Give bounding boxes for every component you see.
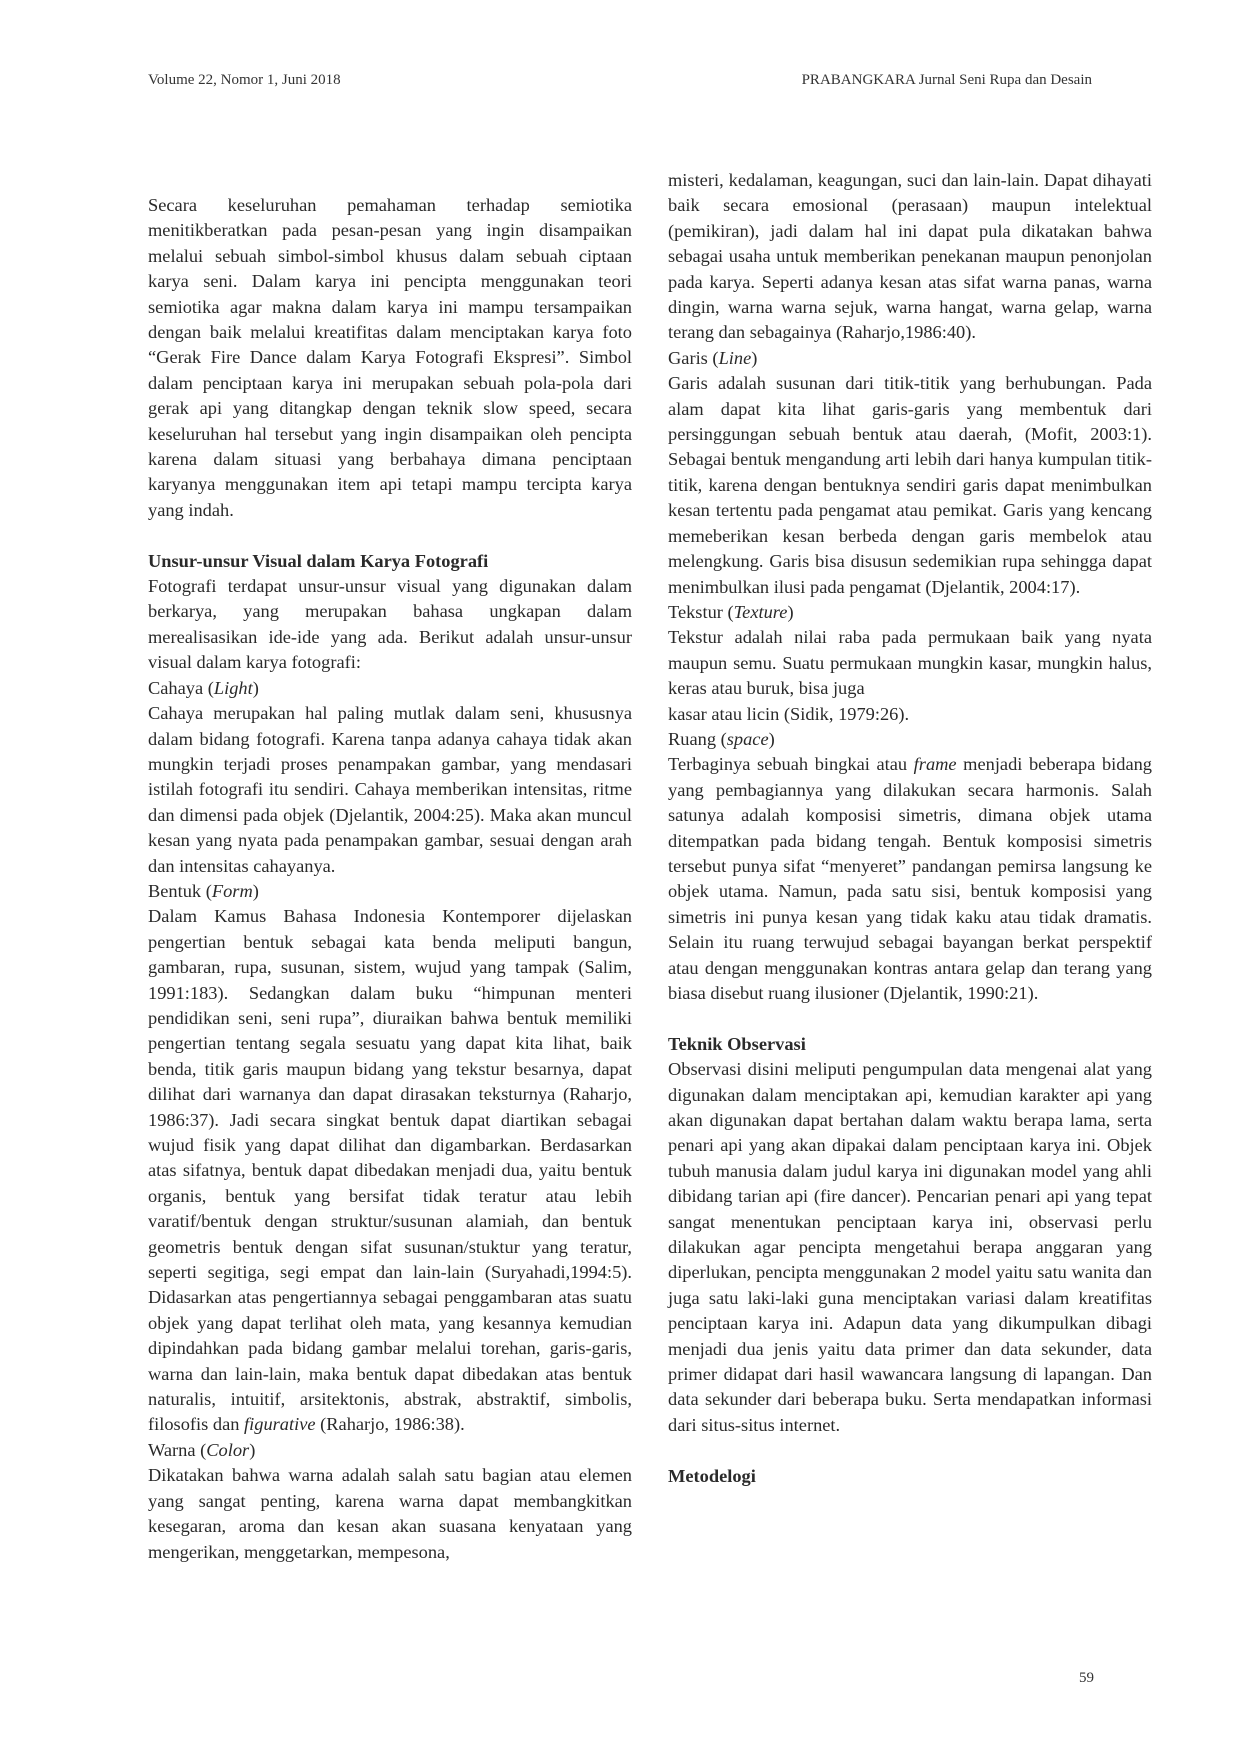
term-frame: frame: [913, 754, 957, 775]
subheading-bentuk: Bentuk (Form): [148, 880, 259, 901]
subheading-cahaya: Cahaya (Light): [148, 677, 259, 698]
paragraph-garis: Garis adalah susunan dari titik-titik yang berhubungan. Pada alam dapat kita lihat garis-garis yang membentuk dari persinggungan sebuah bentuk atau daerah, (Mofit, 2003:1). Sebagai bentuk mengandung arti lebih dari hanya kumpulan titik-titik, karena dengan bentuknya sendiri garis dapat menimbulkan kesan tertentu pada pengamat atau pemikat. Garis yang kencang memeberikan kesan berbeda dengan garis membelok atau melengkung. Garis bisa disusun sedemikian rupa sehingga dapat menimbulkan ilusi pada pengamat (Djelantik, 2004:17).: [668, 373, 1152, 597]
paragraph-tekstur: Tekstur adalah nilai raba pada permukaan baik yang nyata maupun semu. Suatu permukaan mungkin kasar, mungkin halus, keras atau buruk, bisa juga: [668, 627, 1152, 699]
paragraph-gap: [668, 1006, 1152, 1031]
running-header-volume: Volume 22, Nomor 1, Juni 2018: [148, 72, 341, 88]
subheading-ruang: Ruang (space): [668, 728, 775, 749]
paragraph-warna: Dikatakan bahwa warna adalah salah satu bagian atau elemen yang sangat penting, karena warna dapat membangkitkan kesegaran, aroma dan kesan akan suasana kenyataan yang mengerikan, menggetarkan, mempesona,: [148, 1465, 632, 1562]
paragraph-warna-continued: misteri, kedalaman, keagungan, suci dan lain-lain. Dapat dihayati baik secara emosional (perasaan) maupun intelektual (pemikiran), jadi dalam hal ini dapat pula dikatakan bahwa sebagai usaha untuk memberikan penekanan maupun penonjolan pada karya. Seperti adanya kesan atas sifat warna panas, warna dingin, warna warna sejuk, warna hangat, warna gelap, warna terang dan sebagainya (Raharjo,1986:40).: [668, 170, 1152, 343]
term-form: Form: [211, 880, 253, 901]
term-light: Light: [213, 677, 253, 698]
paragraph-bentuk: Dalam Kamus Bahasa Indonesia Kontemporer dijelaskan pengertian bentuk sebagai kata benda meliputi bangun, gambaran, rupa, susunan, sistem, wujud yang tampak (Salim, 1991:183). Sedangkan dalam buku “himpunan menteri pendidikan seni, seni rupa”, diuraikan bahwa bentuk memiliki pengertian tentang segala sesuatu yang dapat kita lihat, baik benda, titik garis maupun bidang yang tekstur besarnya, dapat dilihat dari warnanya dan dapat dirasakan teksturnya (Raharjo, 1986:37). Jadi secara singkat bentuk dapat diartikan sebagai wujud fisik yang dapat dilihat dan digambarkan. Berdasarkan atas sifatnya, bentuk dapat dibedakan menjadi dua, yaitu bentuk organis, bentuk yang bersifat tidak teratur atau lebih varatif/bentuk dengan struktur/susunan alamiah, dan bentuk geometris bentuk dengan sifat susunan/stuktur yang teratur, seperti segitiga, segi empat dan lain-lain (Suryahadi,1994:5). Didasarkan atas pengertiannya sebagai penggambaran atas suatu objek yang dapat terlihat oleh mata, yang kesannya kemudian dipindahkan pada bidang gambar melalui torehan, garis-garis, warna dan lain-lain, maka bentuk dapat dibedakan atas bentuk naturalis, intuitif, arsitektonis, abstrak, abstraktif, simbolis, filosofis dan figurative (Raharjo, 1986:38).: [148, 906, 632, 1435]
paragraph-visual: Fotografi terdapat unsur-unsur visual yang digunakan dalam berkarya, yang merupakan bahasa ungkapan dalam merealisasikan ide-ide yang ada. Berikut adalah unsur-unsur visual dalam karya fotografi:: [148, 576, 632, 673]
paragraph-tekstur-end: kasar atau licin (Sidik, 1979:26).: [668, 703, 910, 724]
term-space: space: [726, 728, 769, 749]
running-header-journal: PRABANGKARA Jurnal Seni Rupa dan Desain: [801, 72, 1092, 88]
term-figurative: figurative: [244, 1414, 316, 1435]
section-heading-metodelogi: Metodelogi: [668, 1465, 756, 1486]
page-number: 59: [1079, 1670, 1094, 1686]
subheading-garis: Garis (Line): [668, 347, 758, 368]
paragraph-semiotika: Secara keseluruhan pemahaman terhadap semiotika menitikberatkan pada pesan-pesan yang ingin disampaikan melalui sebuah simbol-simbol khusus dalam sebuah ciptaan karya seni. Dalam karya ini pencipta menggunakan teori semiotika agar makna dalam karya ini mampu tersampaikan dengan baik melalui kreatifitas dalam menciptakan karya foto “Gerak Fire Dance dalam Karya Fotografi Ekspresi”. Simbol dalam penciptaan karya ini merupakan sebuah pola-pola dari gerak api yang ditangkap dengan teknik slow speed, secara keseluruhan hal tersebut yang ingin disampaikan oleh pencipta karena dalam situasi yang berbahaya dimana penciptaan karyanya menggunakan item api tetapi mampu tercipta karya yang indah.: [148, 195, 632, 520]
paragraph-ruang: Terbaginya sebuah bingkai atau frame menjadi beberapa bidang yang pembagiannya yang dilakukan secara harmonis. Salah satunya adalah komposisi simetris, dimana objek utama ditempatkan pada bidang tengah. Bentuk komposisi simetris tersebut punya sifat “menyeret” pandangan pemirsa langsung ke objek utama. Namun, pada satu sisi, bentuk komposisi yang simetris ini punya kesan yang tidak kaku atau tidak dramatis. Selain itu ruang terwujud sebagai bayangan berkat perspektif atau dengan menggunakan kontras antara gelap dan terang yang biasa disebut ruang ilusioner (Djelantik, 1990:21).: [668, 754, 1152, 1003]
subheading-tekstur: Tekstur (Texture): [668, 601, 794, 622]
paragraph-cahaya: Cahaya merupakan hal paling mutlak dalam seni, khususnya dalam bidang fotografi. Karena tanpa adanya cahaya tidak akan mungkin terjadi proses penampakan gambar, yang mendasari istilah fotografi itu sendiri. Cahaya memberikan intensitas, ritme dan dimensi pada objek (Djelantik, 2004:25). Maka akan muncul kesan yang nyata pada penampakan gambar, sesuai dengan arah dan intensitas cahayanya.: [148, 703, 632, 876]
section-heading-observasi: Teknik Observasi: [668, 1033, 806, 1054]
section-heading-visual: Unsur-unsur Visual dalam Karya Fotografi: [148, 550, 489, 571]
paragraph-gap: [668, 1438, 1152, 1463]
term-texture: Texture: [733, 601, 788, 622]
paragraph-gap: [148, 523, 632, 548]
term-color: Color: [206, 1439, 250, 1460]
subheading-warna: Warna (Color): [148, 1439, 256, 1460]
term-line: Line: [718, 347, 752, 368]
right-column: [668, 168, 1152, 1489]
paragraph-observasi: Observasi disini meliputi pengumpulan data mengenai alat yang digunakan dalam menciptakan api, kemudian karakter api yang akan digunakan dapat bertahan dalam waktu berapa lama, serta penari api yang akan dipakai dalam penciptaan karya ini. Objek tubuh manusia dalam judul karya ini digunakan model yang ahli dibidang tarian api (fire dancer). Pencarian penari api yang tepat sangat menentukan penciptaan karya ini, observasi perlu dilakukan agar pencipta mengetahui berapa anggaran yang diperlukan, pencipta menggunakan 2 model yaitu satu wanita dan juga satu laki-laki guna menciptakan variasi dalam kreatifitas penciptaan karya ini. Adapun data yang dikumpulkan dibagi menjadi dua jenis yaitu data primer dan data sekunder, data primer didapat dari hasil wawancara langsung di lapangan. Dan data sekunder dari beberapa buku. Serta mendapatkan informasi dari situs-situs internet.: [668, 1059, 1152, 1435]
left-column: [148, 193, 632, 1565]
